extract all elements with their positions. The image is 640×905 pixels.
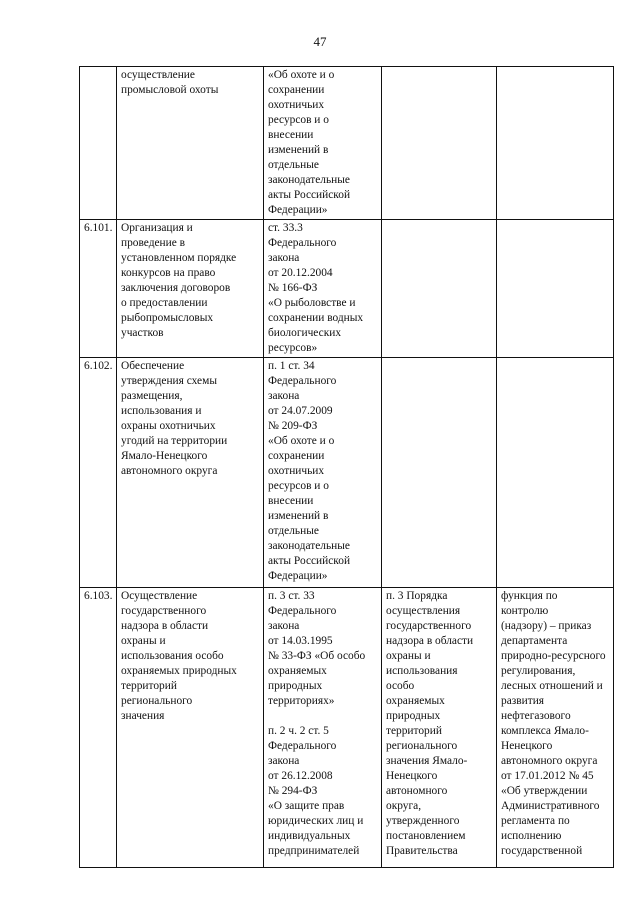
function-name-cell: [117, 358, 264, 588]
federal-law-cell: [264, 220, 382, 358]
regional-order-cell: [382, 358, 497, 588]
regulation-act-cell: [497, 358, 614, 588]
row-number-cell: [80, 67, 117, 220]
regional-order-text: п. 3 Порядка осуществления государственного надзора в области охраны и использования особо охраняемых природных территорий регионального значения Ямало- Ненецкого автономного округа, утвержденного постановлением Правительства: [386, 590, 474, 857]
federal-law-text: ст. 33.3 Федерального закона от 20.12.2004 № 166-ФЗ «О рыболовстве и сохранении водных биологических ресурсов»: [268, 222, 364, 354]
row-number-cell: 6.102.: [80, 358, 117, 588]
function-name-text: Осуществление государственного надзора в области охраны и использования особо охраняемых природных территорий регионального значения: [121, 590, 237, 722]
regulation-act-cell: [497, 67, 614, 220]
row-number-cell: 6.103.: [80, 588, 117, 868]
table-row: [80, 588, 614, 868]
federal-law-cell: [264, 358, 382, 588]
function-name-text: Обеспечение утверждения схемы размещения, использования и охраны охотничьих угодий на территории Ямало-Ненецкого автономного округа: [121, 360, 228, 477]
page-number: 47: [313, 34, 327, 49]
regulation-act-text: функция по контролю (надзору) – приказ департамента природно-ресурсного регулирования, лесных отношений и развития нефтегазового комплекса Ямало- Ненецкого автономного округа от 17.01.2012 № 45 «Об утверждении Административного регламента по исполнению государственной: [501, 590, 606, 857]
row-number-cell: 6.101.: [80, 220, 117, 358]
function-name-cell: [117, 220, 264, 358]
regulation-act-cell: [497, 588, 614, 868]
federal-law-text: п. 3 ст. 33 Федерального закона от 14.03.1995 № 33-ФЗ «Об особо охраняемых природных территориях» п. 2 ч. 2 ст. 5 Федерального закона от 26.12.2008 № 294-ФЗ «О защите прав юридических лиц и индивидуальных предпринимателей: [268, 590, 366, 857]
federal-law-cell: [264, 588, 382, 868]
regulation-act-cell: [497, 220, 614, 358]
table-row: [80, 67, 614, 220]
table-row: [80, 358, 614, 588]
function-name-text: Организация и проведение в установленном порядке конкурсов на право заключения договоров о предоставлении рыбопромысловых участков: [121, 222, 237, 339]
function-name-cell: [117, 67, 264, 220]
function-name-cell: [117, 588, 264, 868]
federal-law-cell: [264, 67, 382, 220]
federal-law-text: п. 1 ст. 34 Федерального закона от 24.07.2009 № 209-ФЗ «Об охоте и о сохранении охотничьих ресурсов и о внесении изменений в отдельные законодательные акты Российской Федерации»: [268, 360, 351, 582]
regional-order-cell: [382, 220, 497, 358]
table-row: [80, 220, 614, 358]
regional-order-cell: [382, 67, 497, 220]
functions-table: [79, 66, 614, 868]
regional-order-cell: [382, 588, 497, 868]
federal-law-text: «Об охоте и о сохранении охотничьих ресурсов и о внесении изменений в отдельные законодательные акты Российской Федерации»: [268, 69, 351, 216]
function-name-text: осуществление промысловой охоты: [121, 69, 219, 96]
